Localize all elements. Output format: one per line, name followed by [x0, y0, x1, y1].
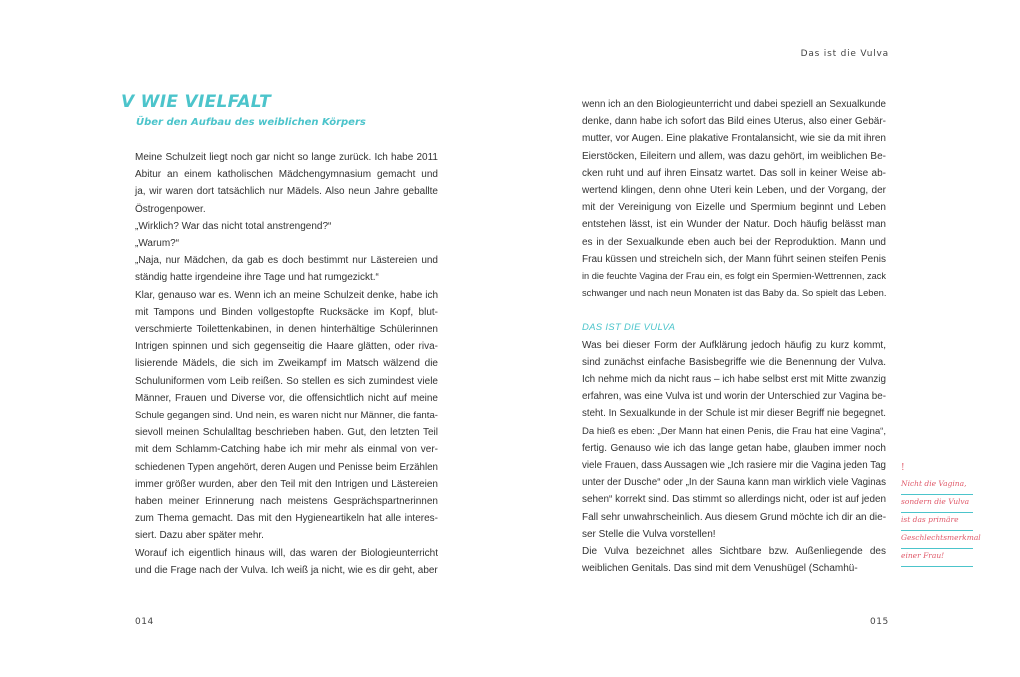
text-line: ständig hatte irgendeine ihre Tage und hat rumgezickt.“ — [135, 272, 379, 284]
section-spacer — [582, 302, 886, 319]
text-line: sievoll meinen Schulalltag beschrieben haben. Gut, den letzten Teil — [135, 427, 438, 439]
text-line: schwanger und nach neun Monaten ist das Baby da. So spielt das Leben. — [582, 288, 887, 299]
margin-note-mark: ! — [901, 463, 905, 473]
margin-note-line: ist das primäre — [901, 513, 973, 531]
text-line: ser Stelle die Vulva vorstellen! — [582, 528, 716, 540]
left-page-body — [135, 149, 438, 579]
text-line: fertig. Genauso wie ich das lange getan habe, glauben immer noch — [582, 442, 886, 454]
text-line: siert. Dazu aber später mehr. — [135, 530, 264, 542]
text-line: Frau küssen und streicheln sich, der Mann führt seinen steifen Penis — [582, 253, 886, 265]
text-line: immer größer wurden, aber den Teil mit den Intrigen und Lästereien — [135, 478, 438, 490]
text-line: Die Vulva bezeichnet alles Sichtbare bzw. Außenliegende des — [582, 546, 886, 558]
text-line: mit der Vereinigung von Eizelle und Spermium beginnt und Leben — [582, 202, 886, 214]
chapter-title: V WIE VIELFALT — [121, 92, 272, 112]
text-line: steht. In Sexualkunde in der Schule ist mir dieser Begriff nie begegnet. — [582, 408, 886, 420]
text-line: „Wirklich? War das nicht total anstrengend?“ — [135, 220, 332, 232]
text-line: entstehen lässt, ist ein Wunder der Natur. Doch häufig belässt man — [582, 219, 886, 231]
margin-note-line: Geschlechtsmerkmal — [901, 531, 973, 549]
running-head: Das ist die Vulva — [800, 49, 889, 59]
text-line: erfahren, was eine Vulva ist und worin der Unterschied zur Vagina be- — [582, 391, 886, 403]
page-number-left: 014 — [135, 617, 154, 627]
chapter-subtitle: Über den Aufbau des weiblichen Körpers — [136, 117, 366, 128]
text-line: Ich nehme mich da nicht raus – ich habe selbst erst mit Mitte zwanzig — [582, 374, 886, 386]
text-line: denke, dann habe ich sofort das Bild eines Uterus, also einer Gebär- — [582, 116, 886, 128]
text-line: Klar, genauso war es. Wenn ich an meine Schulzeit denke, habe ich — [135, 289, 438, 301]
text-line: Fall sehr unwahrscheinlich. Aus diesem Grund möchte ich dir an die- — [582, 511, 887, 523]
text-line: wertend klingen, denn ohne Uteri kein Leben, und der Vorgang, der — [582, 185, 886, 197]
text-line: Männer, Frauen und Diverse vor, die offensichtlich nicht auf meine — [135, 392, 438, 404]
text-line: mit Tampons und Binden vollgestopfte Rucksäcke im Kopf, blut- — [135, 306, 438, 318]
text-line: in die feuchte Vagina der Frau ein, es folgt ein Spermien-Wettrennen, zack — [582, 271, 886, 282]
right-page-body — [582, 96, 886, 577]
text-line: weiblichen Genitals. Das sind mit dem Venushügel (Schamhü- — [582, 563, 858, 575]
right-body-part-1 — [582, 96, 886, 302]
text-line: Abitur an einem katholischen Mädchengymnasium gemacht und — [135, 169, 438, 181]
margin-note-line: sondern die Vulva — [901, 495, 973, 513]
text-line: sind zunächst einfache Basisbegriffe wie die Benennung der Vulva. — [582, 356, 886, 368]
margin-note — [901, 463, 981, 567]
text-line: wenn ich an den Biologieunterricht und dabei speziell an Sexualkunde — [582, 99, 886, 110]
text-line: Schule gegangen sind. Und nein, es waren nicht nur Männer, die fanta- — [135, 410, 438, 422]
text-line: „Warum?“ — [135, 238, 180, 250]
text-line: Worauf ich eigentlich hinaus will, das waren der Biologieunterricht — [135, 547, 438, 559]
margin-note-lines — [901, 477, 981, 567]
right-body-part-2 — [582, 337, 886, 578]
text-line: lisierende Mädels, die sich im Zweikampf im Matsch wälzend die — [135, 358, 438, 370]
text-line: Schuluniformen vom Leib reißen. So stellen es sich zumindest viele — [135, 375, 438, 387]
text-line: ja, wir waren dort tatsächlich nur Mädels. Also neun Jahre geballte — [135, 186, 438, 198]
text-line: Eierstöcken, Eileitern und allem, was dazu gehört, im weiblichen Be- — [582, 150, 886, 162]
margin-note-line: einer Frau! — [901, 549, 973, 567]
text-line: mit dem Schlamm-Catching habe ich mir mehr als einmal von ver- — [135, 444, 438, 456]
text-line: Meine Schulzeit liegt noch gar nicht so lange zurück. Ich habe 2011 — [135, 152, 438, 163]
page-number-right: 015 — [870, 617, 889, 627]
text-line: sehen“ korrekt sind. Das stimmt so allerdings nicht, oder ist auf jeden — [582, 494, 886, 506]
text-line: es in der Sexualkunde eben auch bei der Reproduktion. Mann und — [582, 236, 886, 248]
text-line: Östrogenpower. — [135, 203, 206, 215]
margin-note-line: Nicht die Vagina, — [901, 477, 973, 495]
text-line: mutter, vor Augen. Eine plakative Frontalansicht, wie sie da mit ihren — [582, 133, 886, 145]
text-line: viele Frauen, dass Aussagen wie „Ich rasiere mir die Vagina jeden Tag — [582, 460, 886, 472]
text-line: und die Frage nach der Vulva. Ich weiß ja nicht, wie es dir geht, aber — [135, 564, 438, 576]
text-line: „Naja, nur Mädchen, da gab es doch bestimmt nur Lästereien und — [135, 255, 438, 267]
text-line: unter der Dusche“ oder „In der Sauna kann man wirklich viele Vaginas — [582, 477, 886, 489]
text-line: Intrigen spinnen und sich gegenseitig die Haare glätten, oder riva- — [135, 341, 438, 353]
text-line: haben meiner Erinnerung nach meistens Gesprächspartnerinnen — [135, 496, 438, 508]
text-line: Da hieß es eben: „Der Mann hat einen Penis, die Frau hat eine Vagina“, — [582, 425, 886, 437]
text-line: schiedenen Typen angehört, deren Augen und Penisse beim Erzählen — [135, 461, 438, 473]
section-heading: DAS IST DIE VULVA — [582, 322, 676, 334]
text-line: Was bei dieser Form der Aufklärung jedoch häufig zu kurz kommt, — [582, 339, 886, 351]
text-line: cken ruht und auf ihren Einsatz wartet. Das soll in keiner Weise ab- — [582, 167, 886, 179]
text-line: verschmierte Toilettenkabinen, in denen hinterhältige Schülerinnen — [135, 324, 438, 336]
text-line: zum Thema gemacht. Das mit den Hygieneartikeln hat alle interes- — [135, 513, 438, 525]
